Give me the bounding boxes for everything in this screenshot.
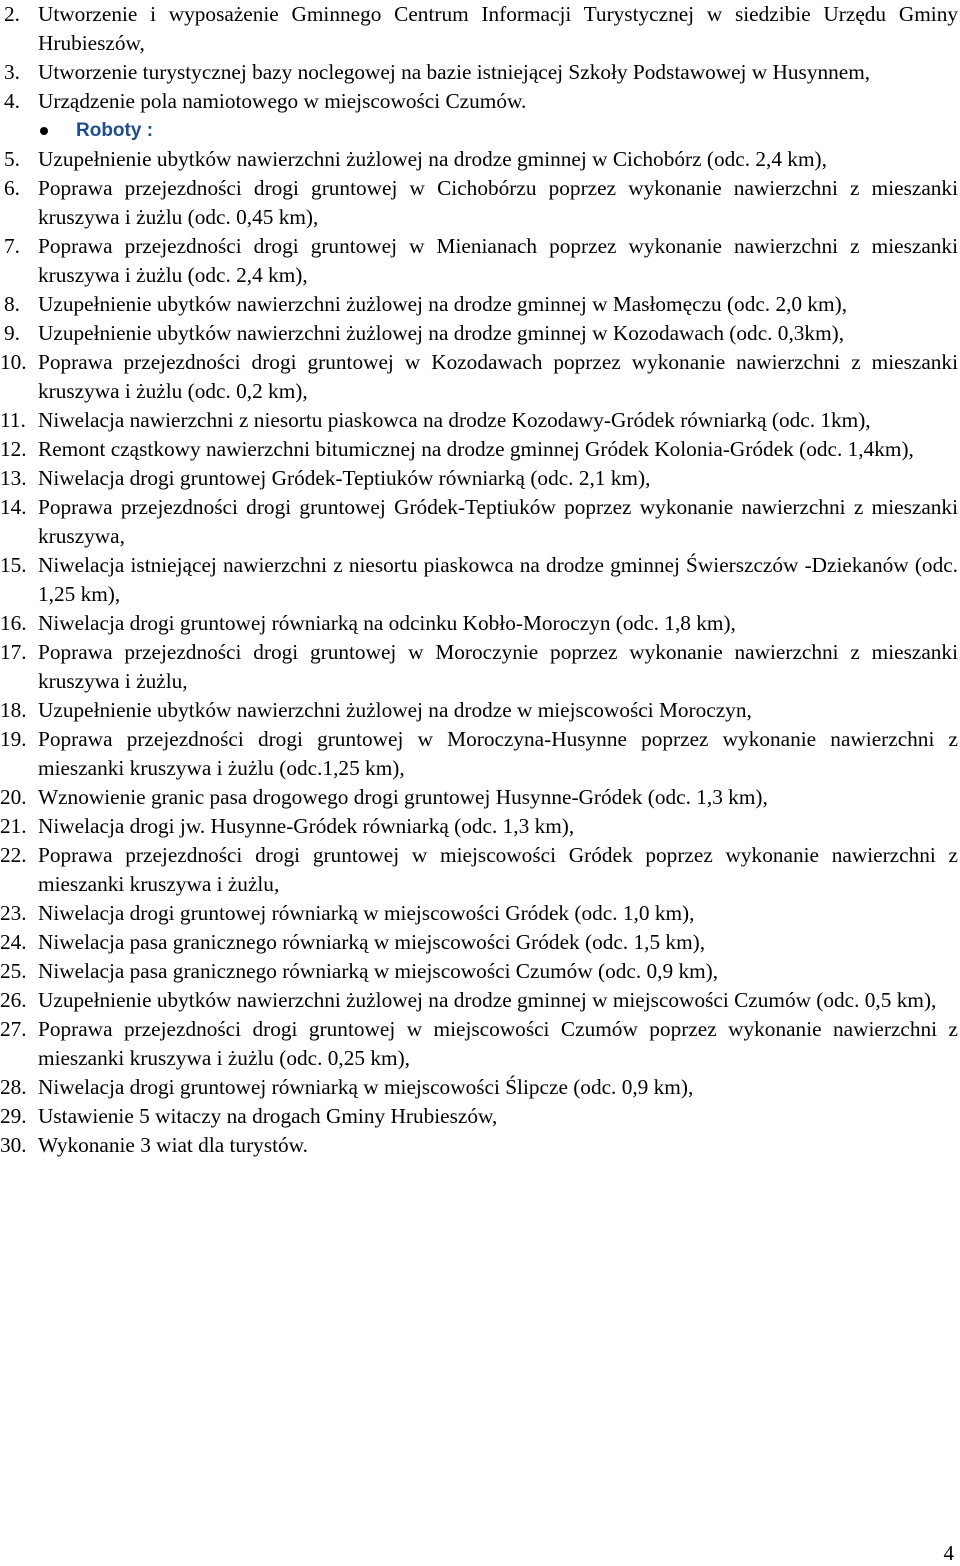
- list-item: [0, 928, 960, 957]
- list-item: [0, 348, 960, 406]
- list-item-text: Poprawa przejezdności drogi gruntowej w Kozodawach poprzez wykonanie nawierzchni z mieszanki kruszywa i żużlu (odc. 0,2 km),: [38, 350, 958, 403]
- list-item-text: Niwelacja nawierzchni z niesortu piaskowca na drodze Kozodawy-Gródek równiarką (odc. 1km),: [38, 408, 871, 432]
- list-item-number: 11.: [0, 408, 26, 432]
- list-item: [0, 174, 960, 232]
- list-item-number: 14.: [0, 495, 27, 519]
- list-item-text: Poprawa przejezdności drogi gruntowej Gródek-Teptiuków poprzez wykonanie nawierzchni z mieszanki kruszywa,: [38, 495, 958, 548]
- list-item-number: 3.: [4, 60, 20, 84]
- list-item-number: 10.: [0, 350, 27, 374]
- list-item-number: 22.: [0, 843, 27, 867]
- list-item: [0, 812, 960, 841]
- list-item-number: 13.: [0, 466, 27, 490]
- list-item: [0, 406, 960, 435]
- list-item: [0, 1131, 960, 1160]
- list-item-number: 12.: [0, 437, 27, 461]
- list-item: [0, 638, 960, 696]
- list-item: [0, 609, 960, 638]
- list-item: [0, 435, 960, 464]
- list-item-text: Niwelacja drogi gruntowej równiarką na odcinku Kobło-Moroczyn (odc. 1,8 km),: [38, 611, 736, 635]
- list-item: [0, 232, 960, 290]
- list-item-text: Poprawa przejezdności drogi gruntowej w miejscowości Czumów poprzez wykonanie nawierzchni z mieszanki kruszywa i żużlu (odc. 0,25 km),: [38, 1017, 958, 1070]
- list-item-text: Niwelacja istniejącej nawierzchni z niesortu piaskowca na drodze gminnej Świerszczów -Dziekanów (odc. 1,25 km),: [38, 553, 958, 606]
- list-item-text: Uzupełnienie ubytków nawierzchni żużlowej na drodze gminnej w Masłomęczu (odc. 2,0 km),: [38, 292, 848, 316]
- list-item-number: 29.: [0, 1104, 27, 1128]
- list-item-number: 28.: [0, 1075, 27, 1099]
- list-item-text: Niwelacja pasa granicznego równiarką w miejscowości Gródek (odc. 1,5 km),: [38, 930, 706, 954]
- list-item-number: 6.: [4, 176, 20, 200]
- list-item-text: Wznowienie granic pasa drogowego drogi gruntowej Husynne-Gródek (odc. 1,3 km),: [38, 785, 768, 809]
- list-item-text: Niwelacja drogi gruntowej Gródek-Teptiuków równiarką (odc. 2,1 km),: [38, 466, 651, 490]
- list-item: [0, 899, 960, 928]
- list-item: [0, 0, 960, 58]
- list-item: [0, 58, 960, 87]
- list-item-number: 4.: [4, 89, 20, 113]
- list-item: [0, 1102, 960, 1131]
- section-heading-roboty: [0, 116, 960, 145]
- list-item-text: Wykonanie 3 wiat dla turystów.: [38, 1133, 308, 1157]
- list-item-number: 16.: [0, 611, 27, 635]
- list-item-number: 7.: [4, 234, 20, 258]
- list-item: [0, 145, 960, 174]
- list-item-text: Poprawa przejezdności drogi gruntowej w miejscowości Gródek poprzez wykonanie nawierzchni z mieszanki kruszywa i żużlu,: [38, 843, 958, 896]
- list-item: [0, 1015, 960, 1073]
- list-item-number: 17.: [0, 640, 27, 664]
- list-item-text: Poprawa przejezdności drogi gruntowej w Moroczynie poprzez wykonanie nawierzchni z mieszanki kruszywa i żużlu,: [38, 640, 958, 693]
- list-item-text: Niwelacja drogi gruntowej równiarką w miejscowości Ślipcze (odc. 0,9 km),: [38, 1075, 694, 1099]
- list-item-number: 24.: [0, 930, 27, 954]
- list-item-text: Uzupełnienie ubytków nawierzchni żużlowej na drodze gminnej w miejscowości Czumów (odc. 0,5 km),: [38, 988, 937, 1012]
- list-item-number: 8.: [4, 292, 20, 316]
- list-item: [0, 290, 960, 319]
- list-item-number: 27.: [0, 1017, 27, 1041]
- list-item: [0, 493, 960, 551]
- list-item-text: Ustawienie 5 witaczy na drogach Gminy Hrubieszów,: [38, 1104, 498, 1128]
- list-item-text: Niwelacja drogi gruntowej równiarką w miejscowości Gródek (odc. 1,0 km),: [38, 901, 695, 925]
- list-item: [0, 87, 960, 116]
- list-item-number: 15.: [0, 553, 27, 577]
- list-item-text: Uzupełnienie ubytków nawierzchni żużlowej na drodze gminnej w Kozodawach (odc. 0,3km),: [38, 321, 845, 345]
- list-item-text: Poprawa przejezdności drogi gruntowej w Moroczyna-Husynne poprzez wykonanie nawierzchni z mieszanki kruszywa i żużlu (odc.1,25 km),: [38, 727, 958, 780]
- list-item-text: Utworzenie i wyposażenie Gminnego Centrum Informacji Turystycznej w siedzibie Urzędu Gminy Hrubieszów,: [38, 2, 958, 55]
- list-item-number: 23.: [0, 901, 27, 925]
- list-item: [0, 551, 960, 609]
- list-item-number: 5.: [4, 147, 20, 171]
- list-item: [0, 696, 960, 725]
- list-item: [0, 957, 960, 986]
- list-item-number: 9.: [4, 321, 20, 345]
- list-item-number: 20.: [0, 785, 27, 809]
- page-number: 4: [943, 1541, 954, 1565]
- list-item: [0, 783, 960, 812]
- list-item-text: Urządzenie pola namiotowego w miejscowości Czumów.: [38, 89, 527, 113]
- list-item-text: Uzupełnienie ubytków nawierzchni żużlowej na drodze w miejscowości Moroczyn,: [38, 698, 752, 722]
- list-item: [0, 464, 960, 493]
- list-item-number: 18.: [0, 698, 27, 722]
- list-item-number: 26.: [0, 988, 27, 1012]
- list-item: [0, 841, 960, 899]
- list-item-text: Poprawa przejezdności drogi gruntowej w Cichobórzu poprzez wykonanie nawierzchni z mieszanki kruszywa i żużlu (odc. 0,45 km),: [38, 176, 958, 229]
- list-item-number: 19.: [0, 727, 27, 751]
- list-item-text: Niwelacja pasa granicznego równiarką w miejscowości Czumów (odc. 0,9 km),: [38, 959, 719, 983]
- list-item: [0, 1073, 960, 1102]
- list-item-text: Niwelacja drogi jw. Husynne-Gródek równiarką (odc. 1,3 km),: [38, 814, 575, 838]
- list-item-number: 25.: [0, 959, 27, 983]
- list-item-number: 30.: [0, 1133, 27, 1157]
- list-item-text: Utworzenie turystycznej bazy noclegowej na bazie istniejącej Szkoły Podstawowej w Husynnem,: [38, 60, 871, 84]
- section-heading-text: Roboty :: [76, 120, 154, 141]
- bullet-icon: [40, 127, 48, 135]
- list-item-number: 21.: [0, 814, 27, 838]
- list-item-text: Uzupełnienie ubytków nawierzchni żużlowej na drodze gminnej w Cichobórz (odc. 2,4 km),: [38, 147, 827, 171]
- list-item: [0, 986, 960, 1015]
- list-item: [0, 319, 960, 348]
- list-item-text: Remont cząstkowy nawierzchni bitumicznej na drodze gminnej Gródek Kolonia-Gródek (odc. 1,4km),: [38, 437, 914, 461]
- list-item: [0, 725, 960, 783]
- list-item-text: Poprawa przejezdności drogi gruntowej w Mienianach poprzez wykonanie nawierzchni z mieszanki kruszywa i żużlu (odc. 2,4 km),: [38, 234, 958, 287]
- list-item-number: 2.: [4, 2, 20, 26]
